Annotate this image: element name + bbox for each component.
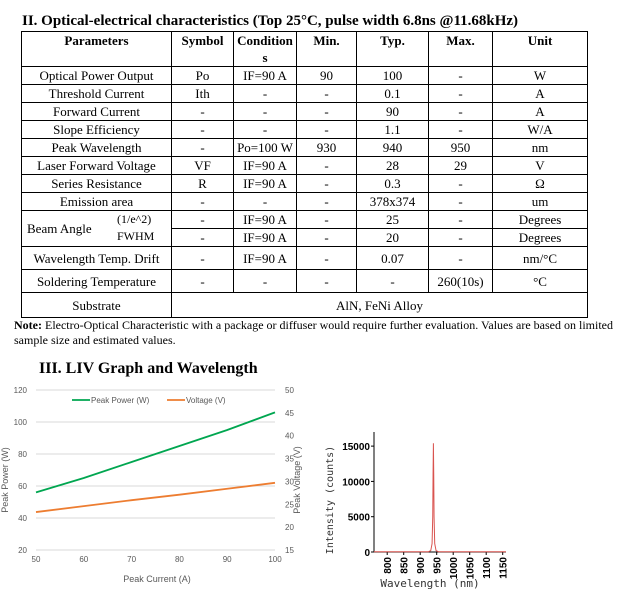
cell-min: - <box>297 193 357 211</box>
cell-condition: IF=90 A <box>234 229 297 247</box>
liv-y-tick-label: 80 <box>18 450 27 459</box>
cell-max: - <box>429 229 493 247</box>
liv-legend-entry: Voltage (V) <box>186 396 226 405</box>
beam-angle-sub-fwhm: FWHM <box>117 229 155 243</box>
cell-condition: IF=90 A <box>234 157 297 175</box>
spectrum-x-tick-label: 900 <box>416 557 428 574</box>
table-row <box>22 175 588 193</box>
header-max: Max. <box>429 32 493 67</box>
cell-typ: 940 <box>357 139 429 157</box>
table-row <box>22 121 588 139</box>
liv-y2-tick-label: 40 <box>285 431 294 441</box>
table-row-beam-angle <box>22 211 588 229</box>
cell-symbol: Po <box>172 67 234 85</box>
cell-unit: A <box>493 103 588 121</box>
cell-condition: IF=90 A <box>234 175 297 193</box>
note-text: Electro-Optical Characteristic with a package or diffuser would require further evaluation. Values are based on limited sample size and estimated values. <box>14 318 613 347</box>
cell-unit: A <box>493 85 588 103</box>
header-parameters: Parameters <box>22 32 172 67</box>
cell-condition: - <box>234 193 297 211</box>
cell-typ: 100 <box>357 67 429 85</box>
liv-y-tick-label: 60 <box>18 482 27 491</box>
cell-typ: 90 <box>357 103 429 121</box>
cell-symbol: - <box>172 270 234 293</box>
liv-y2-tick-label: 30 <box>285 477 294 487</box>
cell-unit: nm <box>493 139 588 157</box>
cell-typ: 28 <box>357 157 429 175</box>
liv-y-tick-label: 100 <box>13 418 27 427</box>
liv-x-tick-label: 80 <box>174 555 184 564</box>
beam-angle-sub-1e2: (1/e^2) <box>117 212 152 226</box>
cell-parameter: Optical Power Output <box>22 67 172 85</box>
table-row <box>22 67 588 85</box>
cell-max: 29 <box>429 157 493 175</box>
table-row <box>22 139 588 157</box>
cell-max: 950 <box>429 139 493 157</box>
cell-typ: 378x374 <box>357 193 429 211</box>
cell-max: - <box>429 103 493 121</box>
cell-parameter: Threshold Current <box>22 85 172 103</box>
liv-y2-tick-label: 25 <box>285 500 294 510</box>
spectrum-x-tick-label: 1000 <box>449 557 461 580</box>
cell-symbol: Ith <box>172 85 234 103</box>
cell-max: - <box>429 193 493 211</box>
liv-chart-background <box>0 382 300 594</box>
table-row <box>22 85 588 103</box>
liv-x-tick-label: 70 <box>127 555 137 564</box>
table-row <box>22 247 588 270</box>
cell-parameter: Laser Forward Voltage <box>22 157 172 175</box>
cell-symbol: - <box>172 193 234 211</box>
liv-x-tick-label: 50 <box>31 555 41 564</box>
cell-parameter: Forward Current <box>22 103 172 121</box>
liv-y-tick-label: 40 <box>18 514 27 523</box>
liv-y-tick-label: 20 <box>18 546 27 555</box>
spectrum-x-tick-label: 800 <box>383 557 395 574</box>
cell-condition: - <box>234 85 297 103</box>
cell-unit: W/A <box>493 121 588 139</box>
cell-typ: - <box>357 270 429 293</box>
cell-parameter: Wavelength Temp. Drift <box>22 247 172 270</box>
header-unit: Unit <box>493 32 588 67</box>
cell-condition: IF=90 A <box>234 247 297 270</box>
cell-unit: Ω <box>493 175 588 193</box>
cell-typ: 0.1 <box>357 85 429 103</box>
spectrum-x-tick-label: 950 <box>432 557 444 574</box>
cell-typ: 1.1 <box>357 121 429 139</box>
cell-parameter: Emission area <box>22 193 172 211</box>
spectrum-x-tick-label: 1100 <box>482 557 494 579</box>
table-row <box>22 103 588 121</box>
spectrum-x-tick-label: 1150 <box>498 557 510 579</box>
cell-min: - <box>297 211 357 229</box>
cell-symbol: - <box>172 247 234 270</box>
cell-max: 260(10s) <box>429 270 493 293</box>
cell-unit: °C <box>493 270 588 293</box>
liv-y2-tick-label: 45 <box>285 408 294 418</box>
table-row <box>22 193 588 211</box>
liv-x-tick-label: 100 <box>268 555 282 564</box>
cell-symbol: VF <box>172 157 234 175</box>
liv-y-axis-label: Peak Power (W) <box>0 447 10 513</box>
header-min: Min. <box>297 32 357 67</box>
spectrum-y-tick-label: 0 <box>364 548 370 559</box>
liv-legend-entry: Peak Power (W) <box>91 396 150 405</box>
cell-symbol: - <box>172 103 234 121</box>
note-label: Note: <box>14 318 42 332</box>
cell-max: - <box>429 121 493 139</box>
liv-y-tick-label: 120 <box>13 386 27 395</box>
cell-parameter: Soldering Temperature <box>22 270 172 293</box>
cell-typ: 25 <box>357 211 429 229</box>
cell-max: - <box>429 67 493 85</box>
cell-symbol: - <box>172 121 234 139</box>
cell-unit: um <box>493 193 588 211</box>
cell-symbol: - <box>172 211 234 229</box>
cell-typ: 20 <box>357 229 429 247</box>
cell-condition: IF=90 A <box>234 211 297 229</box>
cell-typ: 0.3 <box>357 175 429 193</box>
cell-unit: W <box>493 67 588 85</box>
spectrum-series-line <box>374 443 506 551</box>
cell-min: - <box>297 229 357 247</box>
cell-unit: Degrees <box>493 229 588 247</box>
spectrum-x-axis-label: Wavelength (nm) <box>380 577 480 590</box>
cell-min: - <box>297 85 357 103</box>
cell-typ: 0.07 <box>357 247 429 270</box>
characteristics-table <box>21 31 588 318</box>
cell-condition: - <box>234 103 297 121</box>
spectrum-y-tick-label: 5000 <box>347 512 370 524</box>
cell-beam-angle-label <box>22 211 172 247</box>
spectrum-y-tick-label: 10000 <box>342 477 370 489</box>
table-row <box>22 157 588 175</box>
liv-y2-tick-label: 20 <box>285 523 294 533</box>
cell-substrate-label: Substrate <box>22 293 172 318</box>
cell-min: - <box>297 121 357 139</box>
header-conditions: Condition s <box>234 32 297 67</box>
note-paragraph <box>14 318 614 348</box>
cell-condition: - <box>234 121 297 139</box>
cell-symbol: - <box>172 229 234 247</box>
cell-max: - <box>429 85 493 103</box>
spectrum-y-tick-label: 15000 <box>342 442 370 454</box>
liv-y2-tick-label: 15 <box>285 546 294 555</box>
cell-symbol: R <box>172 175 234 193</box>
liv-y2-tick-label: 35 <box>285 454 294 464</box>
cell-unit: V <box>493 157 588 175</box>
spectrum-x-tick-label: 1050 <box>465 557 477 580</box>
cell-max: - <box>429 211 493 229</box>
liv-x-tick-label: 90 <box>222 555 232 564</box>
section-title-characteristics: II. Optical-electrical characteristics (Top 25°C, pulse width 6.8ns @11.68kHz) <box>22 13 519 29</box>
liv-y2-axis-label: Peak Voltage (V) <box>292 446 302 514</box>
table-row <box>22 270 588 293</box>
liv-x-tick-label: 60 <box>79 555 89 564</box>
liv-x-axis-label: Peak Current (A) <box>123 574 191 584</box>
header-typ: Typ. <box>357 32 429 67</box>
cell-symbol: - <box>172 139 234 157</box>
cell-min: - <box>297 175 357 193</box>
cell-substrate-value: AlN, FeNi Alloy <box>172 293 588 318</box>
cell-parameter: Series Resistance <box>22 175 172 193</box>
cell-unit: nm/°C <box>493 247 588 270</box>
header-symbol: Symbol <box>172 32 234 67</box>
cell-min: - <box>297 247 357 270</box>
liv-y2-tick-label: 50 <box>285 386 294 395</box>
table-row-substrate <box>22 293 588 318</box>
spectrum-x-tick-label: 850 <box>399 557 411 574</box>
cell-min: 930 <box>297 139 357 157</box>
cell-condition: Po=100 W <box>234 139 297 157</box>
cell-parameter: Slope Efficiency <box>22 121 172 139</box>
cell-min: - <box>297 270 357 293</box>
cell-max: - <box>429 175 493 193</box>
cell-max: - <box>429 247 493 270</box>
beam-angle-label: Beam Angle <box>27 221 92 236</box>
cell-min: - <box>297 103 357 121</box>
spectrum-chart <box>318 428 528 596</box>
cell-min: - <box>297 157 357 175</box>
cell-unit: Degrees <box>493 211 588 229</box>
table-header-row <box>22 32 588 67</box>
cell-min: 90 <box>297 67 357 85</box>
liv-chart <box>0 382 300 594</box>
cell-condition: IF=90 A <box>234 67 297 85</box>
cell-parameter: Peak Wavelength <box>22 139 172 157</box>
spectrum-y-axis-label: Intensity (counts) <box>325 445 336 555</box>
cell-condition: - <box>234 270 297 293</box>
section-title-liv-graph: III. LIV Graph and Wavelength <box>39 360 258 377</box>
